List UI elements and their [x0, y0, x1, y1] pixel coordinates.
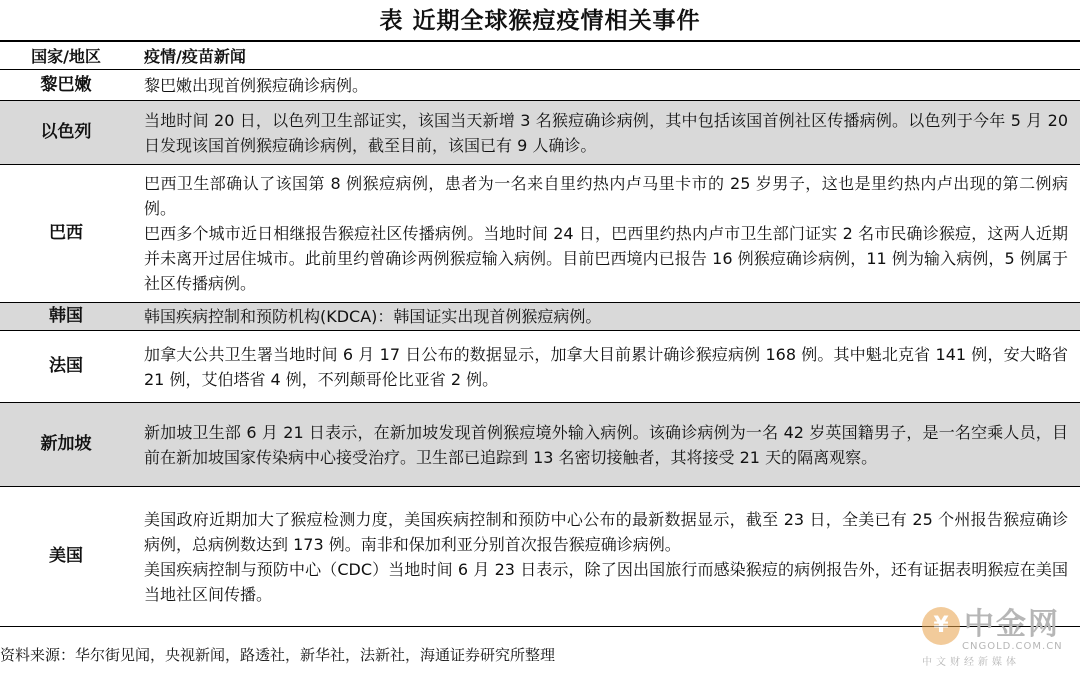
country-cell: 巴西	[0, 165, 132, 303]
watermark-subtitle: 中文财经新媒体	[922, 657, 1020, 668]
country-cell: 美国	[0, 487, 132, 627]
news-text: 黎巴嫩出现首例猴痘确诊病例。	[144, 75, 369, 95]
news-cell	[132, 331, 1080, 403]
table-row	[0, 487, 1080, 627]
news-text: 新加坡卫生部 6 月 21 日表示，在新加坡发现首例猴痘境外输入病例。该确诊病例为一名 42 岁英国籍男子，是一名空乘人员，目前在新加坡国家传染病中心接受治疗。卫生部已追踪到 13 名密切接触者，其将接受 21 天的隔离观察。	[144, 422, 1068, 467]
watermark-logo-icon: ¥	[922, 607, 960, 645]
table-row	[0, 403, 1080, 487]
news-cell	[132, 165, 1080, 303]
news-cell	[132, 101, 1080, 165]
table-row	[0, 165, 1080, 303]
table-header-row	[0, 42, 1080, 70]
watermark-url: CNGOLD.COM.CN	[962, 641, 1063, 652]
news-text: 美国疾病控制与预防中心（CDC）当地时间 6 月 23 日表示，除了因出国旅行而感染猴痘的病例报告外，还有证据表明猴痘在美国当地社区间传播。	[144, 559, 1068, 604]
news-text: 加拿大公共卫生署当地时间 6 月 17 日公布的数据显示，加拿大目前累计确诊猴痘病例 168 例。其中魁北克省 141 例，安大略省 21 例，艾伯塔省 4 例，不列颠哥伦比亚省 2 例。	[144, 344, 1068, 389]
table-row	[0, 70, 1080, 101]
news-cell	[132, 403, 1080, 487]
news-text: 韩国疾病控制和预防机构(KDCA)：韩国证实出现首例猴痘病例。	[144, 307, 602, 326]
country-cell: 法国	[0, 331, 132, 403]
news-text: 美国政府近期加大了猴痘检测力度，美国疾病控制和预防中心公布的最新数据显示，截至 23 日，全美已有 25 个州报告猴痘确诊病例，总病例数达到 173 例。南非和保加利亚分别首次报告猴痘确诊病例。	[144, 509, 1068, 554]
events-table	[0, 42, 1080, 627]
table-title: 表 近期全球猴痘疫情相关事件	[379, 7, 701, 34]
watermark-name: 中金网	[964, 607, 1060, 642]
country-cell: 韩国	[0, 303, 132, 331]
table-row	[0, 303, 1080, 331]
news-cell	[132, 303, 1080, 331]
news-text: 巴西多个城市近日相继报告猴痘社区传播病例。当地时间 24 日，巴西里约热内卢市卫生部门证实 2 名市民确诊猴痘，这两人近期并未离开过居住城市。此前里约曾确诊两例猴痘输入病例。目前巴西境内已报告 16 例猴痘确诊病例，11 例为输入病例，5 例属于社区传播病例。	[144, 224, 1068, 293]
country-cell: 黎巴嫩	[0, 70, 132, 101]
news-text: 巴西卫生部确认了该国第 8 例猴痘病例，患者为一名来自里约热内卢马里卡市的 25 岁男子，这也是里约热内卢出现的第二例病例。	[144, 174, 1068, 218]
watermark	[922, 603, 1080, 667]
source-note: 资料来源：华尔街见闻，央视新闻，路透社，新华社，法新社，海通证券研究所整理	[0, 646, 556, 664]
header-news: 疫情/疫苗新闻	[132, 42, 1080, 70]
news-text: 当地时间 20 日，以色列卫生部证实，该国当天新增 3 名猴痘确诊病例，其中包括该国首例社区传播病例。以色列于今年 5 月 20 日发现该国首例猴痘确诊病例，截至目前，该国已有 9 人确诊。	[144, 110, 1068, 155]
country-cell: 新加坡	[0, 403, 132, 487]
news-cell	[132, 70, 1080, 101]
table-row	[0, 331, 1080, 403]
header-country: 国家/地区	[0, 42, 132, 70]
country-cell: 以色列	[0, 101, 132, 165]
table-row	[0, 101, 1080, 165]
